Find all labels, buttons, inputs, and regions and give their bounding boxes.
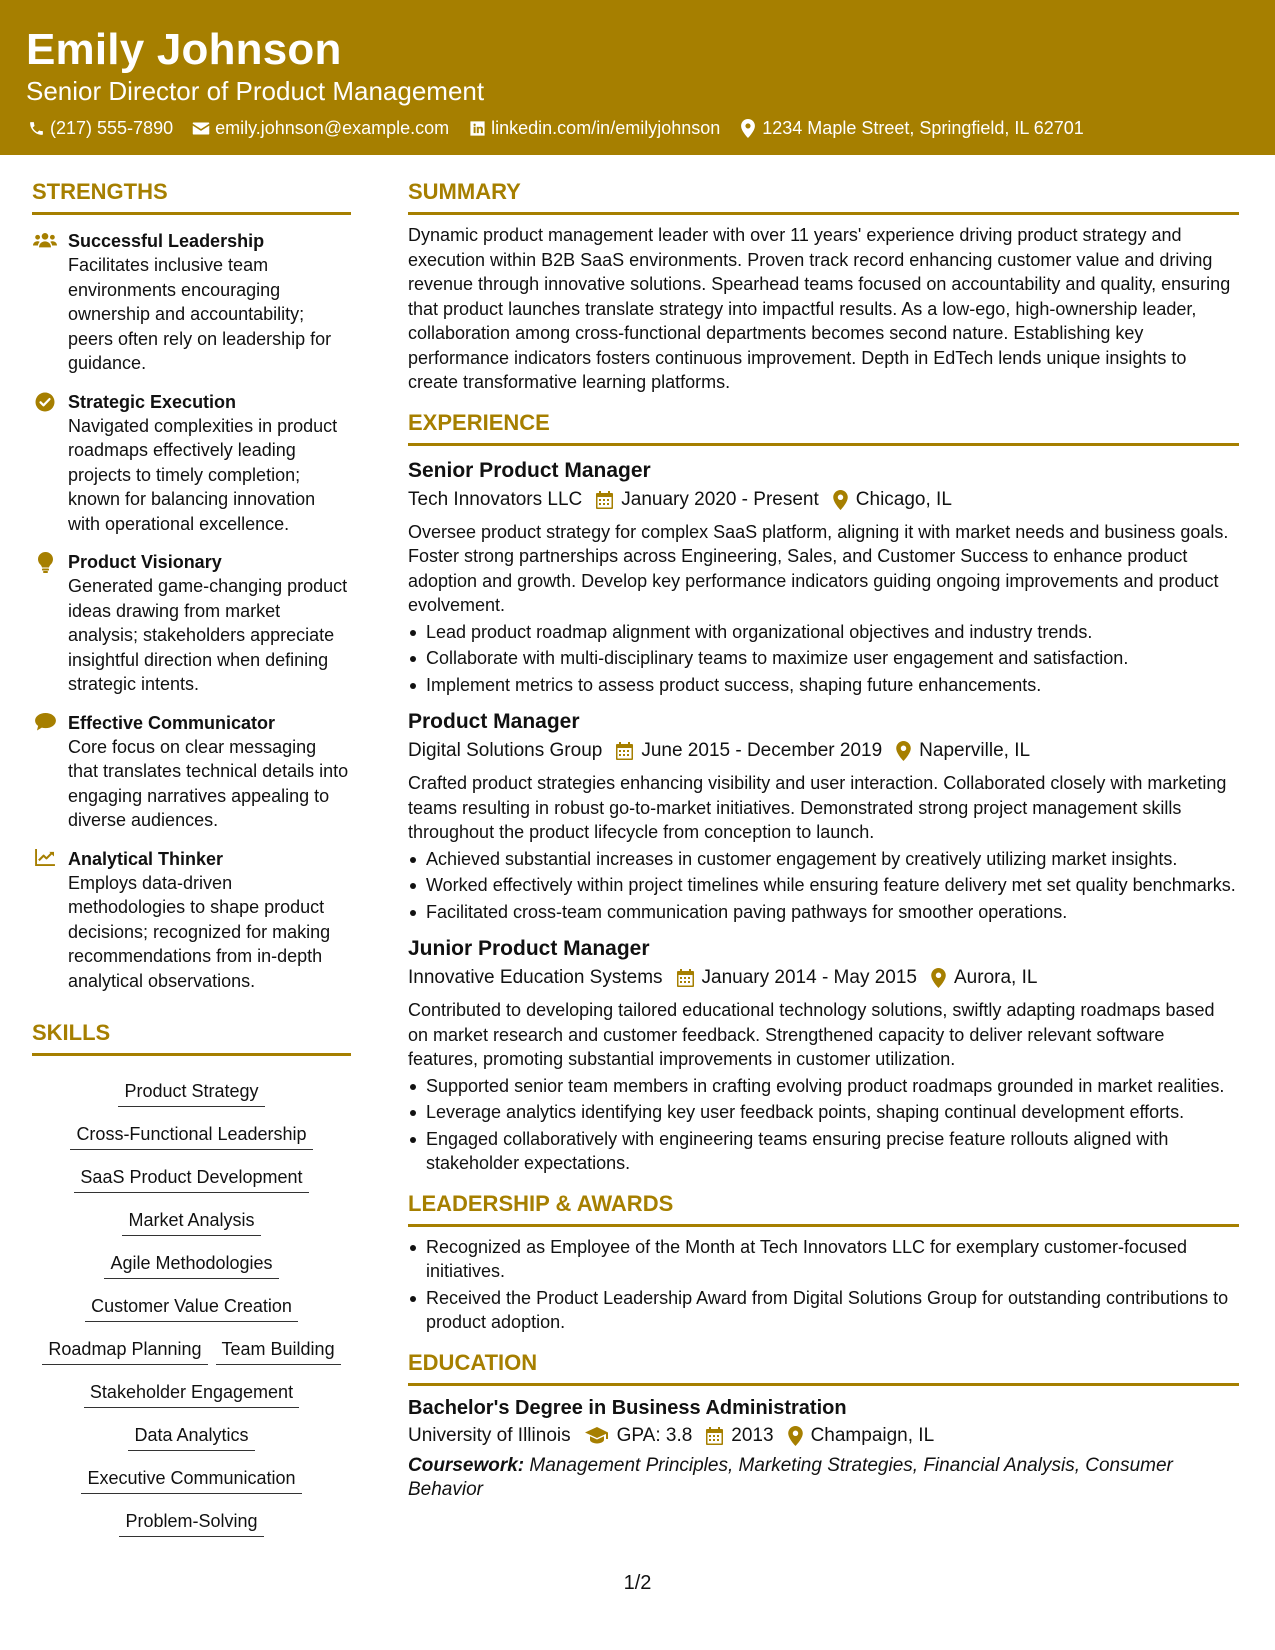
- chart-line-icon: [32, 847, 58, 994]
- summary-heading: SUMMARY: [408, 178, 1239, 215]
- lightbulb-icon: [32, 550, 58, 697]
- strength-item: [32, 229, 351, 376]
- skill-tag: SaaS Product Development: [74, 1165, 308, 1193]
- list-item: Implement metrics to assess product success, shaping future enhancements.: [408, 673, 1239, 698]
- candidate-name: Emily Johnson: [26, 25, 342, 74]
- degree-name: Bachelor's Degree in Business Administration: [408, 1396, 847, 1419]
- graduation-cap-icon: [585, 1427, 609, 1444]
- school-location: Champaign, IL: [810, 1424, 935, 1446]
- comment-icon: [32, 711, 58, 833]
- skill-tag: Market Analysis: [122, 1208, 260, 1236]
- calendar-icon: [677, 969, 694, 987]
- coursework: [408, 1454, 1239, 1503]
- job-company: Tech Innovators LLC: [408, 488, 583, 510]
- awards-heading: LEADERSHIP & AWARDS: [408, 1190, 1239, 1227]
- strength-desc: Facilitates inclusive team environments encouraging ownership and accountability; peers often rely on leadership for guidance.: [68, 255, 332, 373]
- strength-item: [32, 711, 351, 833]
- skill-tag: Customer Value Creation: [85, 1294, 298, 1322]
- experience-heading: EXPERIENCE: [408, 409, 1239, 446]
- strengths-heading: STRENGTHS: [32, 178, 351, 215]
- gpa-text: GPA: 3.8: [616, 1424, 693, 1446]
- skill-tag: Stakeholder Engagement: [84, 1380, 299, 1408]
- job-bullets: [408, 1074, 1239, 1176]
- skills-list: [32, 1064, 351, 1537]
- coursework-text: Management Principles, Marketing Strategies, Financial Analysis, Consumer Behavior: [408, 1454, 1173, 1500]
- skill-tag: Product Strategy: [118, 1079, 264, 1107]
- job-description: Oversee product strategy for complex SaaS platform, aligning it with market needs and business goals. Foster strong partnerships across Engineering, Sales, and Customer Success to enhance product adoption and growth. Develop key performance indicators guiding ongoing improvements and product evolvement.: [408, 521, 1229, 615]
- list-item: Achieved substantial increases in customer engagement by creatively utilizing market insights.: [408, 847, 1239, 872]
- page-number-text: 1/2: [623, 1572, 652, 1594]
- strength-name: Successful Leadership: [68, 231, 265, 251]
- contact-bar: [26, 118, 1249, 139]
- education-heading: EDUCATION: [408, 1349, 1239, 1386]
- job-dates: June 2015 - December 2019: [641, 740, 883, 761]
- list-item: Collaborate with multi-disciplinary teams to maximize user engagement and satisfaction.: [408, 646, 1239, 671]
- phone-text: (217) 555-7890: [50, 118, 174, 138]
- strength-item: [32, 390, 351, 537]
- job-role: Junior Product Manager: [408, 937, 650, 960]
- contact-address: [738, 118, 1084, 139]
- left-column: [32, 178, 351, 1537]
- strength-item: [32, 847, 351, 994]
- skills-heading: SKILLS: [32, 1019, 351, 1056]
- strength-desc: Generated game-changing product ideas drawing from market analysis; stakeholders appreciate insightful direction when defining strategic intents.: [68, 576, 348, 694]
- email-text: emily.johnson@example.com: [215, 118, 450, 138]
- skill-tag: Agile Methodologies: [104, 1251, 278, 1279]
- job-bullets: [408, 620, 1239, 698]
- calendar-icon: [596, 491, 613, 509]
- strength-name: Strategic Execution: [68, 391, 237, 412]
- phone-icon: [26, 119, 46, 139]
- right-column: [408, 178, 1239, 1503]
- strength-desc: Employs data-driven methodologies to shape product decisions; recognized for making recommendations from in-depth analytical observations.: [68, 872, 331, 991]
- school-name: University of Illinois: [408, 1424, 571, 1446]
- skill-tag: Team Building: [216, 1337, 341, 1365]
- list-item: Engaged collaboratively with engineering teams ensuring precise feature rollouts aligned with stakeholder expectations.: [408, 1127, 1239, 1176]
- map-marker-icon: [931, 968, 946, 988]
- strength-name: Analytical Thinker: [68, 848, 224, 869]
- graduation-year: 2013: [731, 1424, 774, 1446]
- map-marker-icon: [788, 1426, 803, 1446]
- job-description: Contributed to developing tailored educational technology solutions, swiftly adapting roadmaps based on market research and customer feedback. Strengthened capacity to deliver relevant software features, promoting substantial improvements in customer utilization.: [408, 1000, 1215, 1069]
- skill-tag: Roadmap Planning: [42, 1337, 207, 1365]
- job-entry: [408, 707, 1239, 924]
- strength-name: Product Visionary: [68, 552, 222, 572]
- job-location: Chicago, IL: [855, 488, 952, 510]
- coursework-label: Coursework:: [408, 1454, 525, 1476]
- summary-text: Dynamic product management leader with over 11 years' experience driving product strategy and execution within B2B SaaS environments. Proven track record enhancing customer value and driving revenue through innovative solutions. Spearhead teams focused on accountability and quality, ensuring that product launches translate strategy into impactful results. As a low-ego, high-ownership leader, collaboration among cross-functional departments becomes second nature. Establishing key performance indicators fosters continuous improvement. Depth in EdTech lends unique insights to create transformative learning platforms.: [408, 225, 1231, 392]
- envelope-icon: [191, 119, 211, 139]
- calendar-icon: [616, 742, 633, 760]
- job-bullets: [408, 847, 1239, 925]
- skill-tag: Executive Communication: [81, 1466, 301, 1494]
- page-number: [0, 1572, 1275, 1595]
- job-company: Innovative Education Systems: [408, 967, 663, 988]
- address-text: 1234 Maple Street, Springfield, IL 62701: [762, 118, 1084, 138]
- job-dates: January 2020 - Present: [621, 488, 819, 510]
- resume-header: [0, 0, 1275, 155]
- skill-tag: Cross-Functional Leadership: [70, 1122, 312, 1150]
- job-entry: [408, 456, 1239, 698]
- check-circle-icon: [32, 390, 58, 537]
- list-item: Facilitated cross-team communication paving pathways for smoother operations.: [408, 900, 1239, 925]
- linkedin-icon: [467, 119, 487, 139]
- list-item: Recognized as Employee of the Month at Tech Innovators LLC for exemplary customer-focused initiatives.: [408, 1235, 1239, 1284]
- list-item: Worked effectively within project timelines while ensuring feature delivery met set quality benchmarks.: [408, 873, 1239, 898]
- job-company: Digital Solutions Group: [408, 740, 603, 761]
- skill-tag: Problem-Solving: [119, 1509, 263, 1537]
- users-icon: [32, 229, 58, 376]
- job-location: Aurora, IL: [954, 967, 1038, 988]
- skill-tag: Data Analytics: [128, 1423, 254, 1451]
- job-role: Product Manager: [408, 710, 580, 733]
- list-item: Supported senior team members in crafting evolving product roadmaps grounded in market realities.: [408, 1074, 1239, 1099]
- map-marker-icon: [896, 741, 911, 761]
- job-role: Senior Product Manager: [408, 458, 651, 482]
- strength-item: [32, 550, 351, 697]
- job-location: Naperville, IL: [919, 740, 1031, 761]
- contact-linkedin[interactable]: [467, 118, 720, 139]
- list-item: Lead product roadmap alignment with organizational objectives and industry trends.: [408, 620, 1239, 645]
- contact-phone[interactable]: [26, 118, 173, 139]
- candidate-title: Senior Director of Product Management: [26, 76, 485, 106]
- map-marker-icon: [738, 119, 758, 139]
- map-marker-icon: [833, 490, 848, 510]
- job-entry: [408, 934, 1239, 1176]
- contact-email[interactable]: [191, 118, 449, 139]
- list-item: Leverage analytics identifying key user feedback points, shaping continual development efforts.: [408, 1100, 1239, 1125]
- calendar-icon: [706, 1427, 723, 1445]
- job-description: Crafted product strategies enhancing visibility and user interaction. Collaborated closely with marketing teams resulting in robust go-to-market initiatives. Demonstrated strong project management skills throughout the product lifecycle from conception to launch.: [408, 773, 1227, 842]
- linkedin-text: linkedin.com/in/emilyjohnson: [491, 118, 721, 138]
- list-item: Received the Product Leadership Award from Digital Solutions Group for outstanding contributions to product adoption.: [408, 1286, 1239, 1335]
- awards-list: [408, 1235, 1239, 1335]
- strength-desc: Navigated complexities in product roadmaps effectively leading projects to timely completion; known for balancing innovation with operational excellence.: [68, 415, 338, 534]
- strength-name: Effective Communicator: [68, 712, 276, 733]
- job-dates: January 2014 - May 2015: [701, 967, 917, 988]
- strength-desc: Core focus on clear messaging that translates technical details into engaging narratives appealing to diverse audiences.: [68, 736, 349, 830]
